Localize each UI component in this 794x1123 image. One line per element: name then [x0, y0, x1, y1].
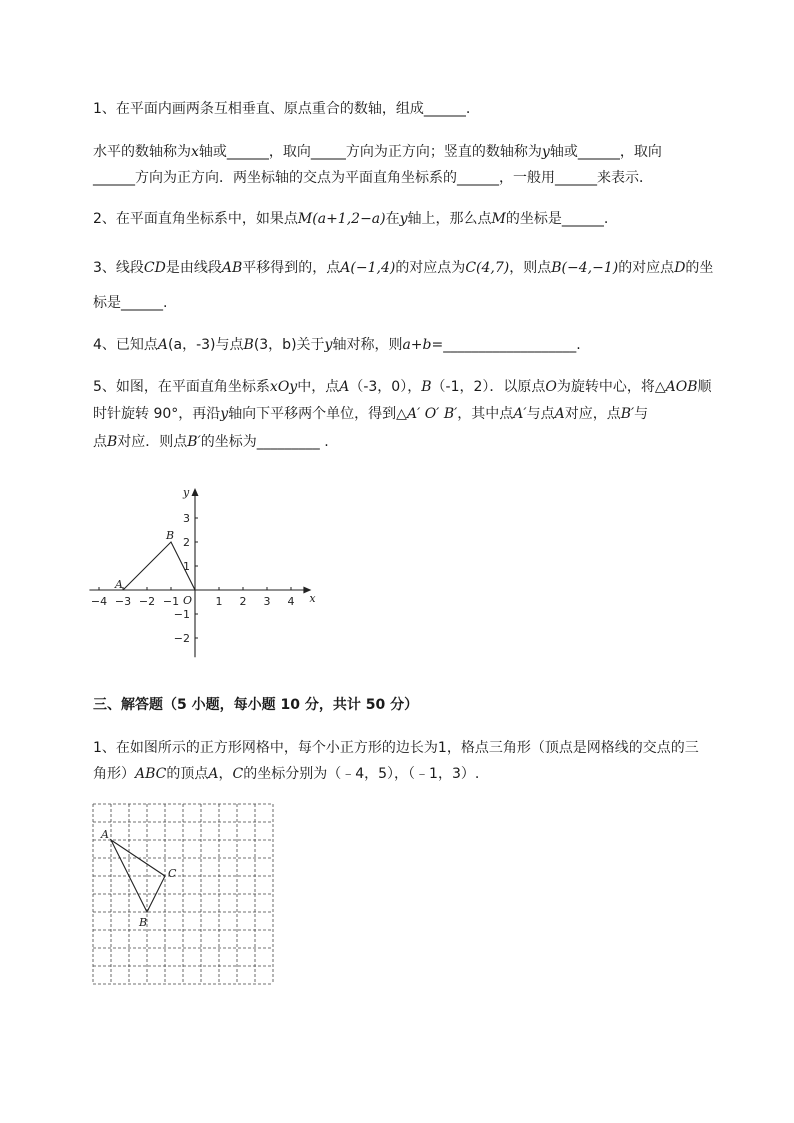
x-tick-label: 4: [287, 595, 295, 608]
q3-line1: 3、线段CD是由线段AB平移得到的，点A(−1,4)的对应点为C(4,7)，则点B(−4,−1)的对应点D的坐: [93, 260, 714, 276]
q5-line1: 5、如图，在平面直角坐标系xOy中，点A（-3，0），B（-1，2）．以原点O为旋转中心，将△AOB顺: [93, 379, 712, 395]
q5-line2: 时针旋转 90°，再沿y轴向下平移两个单位，得到△A′ O′ B′，其中点A′与点A对应，点B′与: [93, 406, 649, 422]
x-axis-label: x: [309, 592, 316, 605]
y-tick-label: −1: [173, 608, 190, 621]
section3-heading: 三、解答题（5 小题，每小题 10 分，共计 50 分）: [93, 697, 419, 713]
q5-line3: 点B对应．则点B′的坐标为_________ .: [93, 434, 329, 450]
y-tick-label: −2: [173, 632, 190, 645]
y-axis-arrow: [192, 488, 199, 496]
x-tick-label: −3: [114, 595, 132, 608]
origin-label: O: [183, 594, 193, 607]
q1-line3: ______方向为正方向．两坐标轴的交点为平面直角坐标系的______，一般用______来表示．: [93, 170, 653, 186]
x-tick-label: 2: [239, 595, 247, 608]
y-tick-label: 1: [183, 560, 190, 573]
coordinate-plane-figure: [85, 478, 320, 663]
y-tick-label: 3: [183, 512, 190, 525]
grid-point-b-label: B: [139, 916, 148, 929]
x-tick-label: −4: [90, 595, 108, 608]
x-tick-label: −1: [162, 595, 180, 608]
q1-line2: 水平的数轴称为x轴或______，取向_____方向为正方向；竖直的数轴称为y轴或______，取向: [93, 144, 662, 160]
q3-line2: 标是______.: [93, 295, 168, 311]
q2-line: 2、在平面直角坐标系中，如果点M(a+1,2−a)在y轴上，那么点M的坐标是______.: [93, 211, 609, 227]
x-tick-label: 1: [215, 595, 223, 608]
q4-line: 4、已知点A(a，-3)与点B(3，b)关于y轴对称，则a+b=___________________.: [93, 337, 581, 353]
s3-q1-line1: 1、在如图所示的正方形网格中，每个小正方形的边长为1，格点三角形（顶点是网格线的交点的三: [93, 740, 699, 756]
square-grid-figure: [92, 803, 274, 985]
y-axis-label: y: [183, 486, 190, 499]
grid-point-a-label: A: [101, 828, 109, 841]
x-tick-label: −2: [138, 595, 156, 608]
s3-q1-line2: 角形）ABC的顶点A，C的坐标分别为（﹣4，5），（﹣1，3）.: [93, 766, 480, 782]
point-a-label: A: [115, 578, 123, 591]
q1-line1: 1、在平面内画两条互相垂直、原点重合的数轴，组成______.: [93, 101, 471, 117]
grid-point-c-label: C: [168, 867, 177, 880]
point-b-label: B: [166, 529, 175, 542]
y-tick-label: 2: [183, 536, 190, 549]
x-tick-label: 3: [263, 595, 271, 608]
